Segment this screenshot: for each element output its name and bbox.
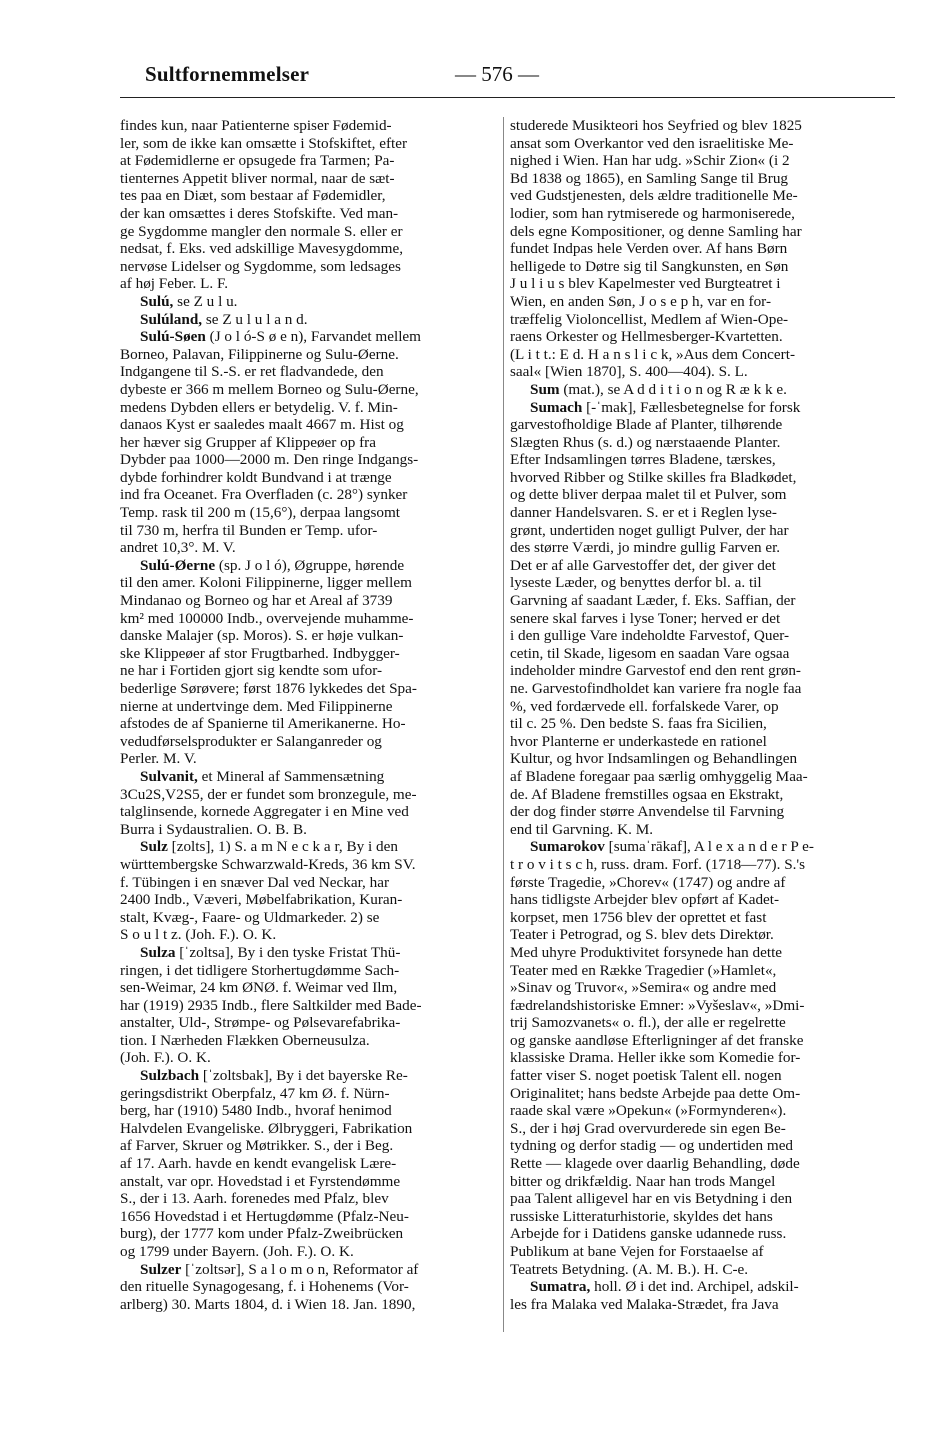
text-line	[510, 821, 888, 839]
entry-headword-line	[120, 293, 498, 311]
line-text: fatter viser S. noget poetisk Talent ell. nogen	[510, 1067, 782, 1085]
text-line	[510, 662, 888, 680]
line-text: ind fra Oceanet. Fra Overfladen (c. 28°) synker	[120, 486, 408, 504]
line-text: og ganske aandløse Efterligninger af det franske	[510, 1031, 804, 1049]
text-line	[120, 135, 498, 153]
text-line	[120, 275, 498, 293]
line-text: württembergske Schwarzwald-Kreds, 36 km SV.	[120, 855, 416, 873]
text-line	[120, 1278, 498, 1296]
text-line	[510, 1014, 888, 1032]
text-line	[510, 346, 888, 364]
text-line	[510, 891, 888, 909]
text-line	[120, 1049, 498, 1067]
line-text: km² med 100000 Indb., overvejende muhamme-	[120, 609, 414, 627]
text-line	[510, 205, 888, 223]
line-text: anstalt, var opr. Hovedstad i et Fyrstendømme	[120, 1172, 401, 1190]
line-text: saal« [Wien 1870], S. 400—404). S. L.	[510, 363, 748, 381]
text-line	[510, 645, 888, 663]
text-line	[510, 1243, 888, 1261]
line-text: lyseste Læder, og benyttes derfor bl. a. til	[510, 574, 762, 592]
text-line	[510, 469, 888, 487]
line-text: sen-Weimar, 24 km ØNØ. f. Weimar ved Ilm,	[120, 979, 398, 997]
text-line	[510, 1102, 888, 1120]
text-line	[510, 1137, 888, 1155]
line-text: tydning og derfor stadig — og undertiden med	[510, 1137, 794, 1155]
text-line	[510, 627, 888, 645]
entry-headword-line	[120, 311, 498, 329]
text-line	[510, 979, 888, 997]
line-text: tienternes Appetit bliver normal, naar de sæt-	[120, 169, 395, 187]
text-line	[120, 363, 498, 381]
line-text: trij Samozvanets« o. fl.), der alle er regelrette	[510, 1014, 786, 1032]
line-text: Garvning af saadant Læder, f. Eks. Saffian, der	[510, 592, 796, 610]
line-text: raade skal være »Opekun« (»Formynderen«).	[510, 1102, 787, 1120]
line-text: dybeste er 366 m mellem Borneo og Sulu-Øerne,	[120, 380, 419, 398]
entry-headword-line	[510, 381, 888, 399]
line-text: Det er af alle Garvestoffer det, der giver det	[510, 556, 776, 574]
text-line	[510, 328, 888, 346]
line-text: Halvdelen Evangeliske. Ølbryggeri, Fabrikation	[120, 1119, 413, 1137]
text-line	[510, 363, 888, 381]
line-text: Borneo, Palavan, Filippinerne og Sulu-Øerne.	[120, 345, 399, 363]
text-line	[510, 1085, 888, 1103]
line-text: (mat.), se A d d i t i o n og R æ k k e.	[559, 380, 787, 398]
line-text: ge Sygdomme mangler den normale S. eller er	[120, 222, 403, 240]
text-line	[510, 874, 888, 892]
line-text: [ˈzoltsa], By i den tyske Fristat Thü-	[175, 943, 401, 961]
line-text: klassiske Drama. Heller ikke som Komedie for-	[510, 1049, 801, 1067]
line-text: danske Malajer (sp. Moros). S. er høje vulkan-	[120, 627, 404, 645]
line-text: nierne at undertvinge dem. Med Filippinerne	[120, 697, 393, 715]
entry-headword: Sumarokov	[530, 838, 605, 856]
line-text: medens Dybden ellers er betydelig. V. f. Min-	[120, 398, 398, 416]
text-line	[510, 293, 888, 311]
line-text: Arbejde for i Datidens ganske udannede russ.	[510, 1225, 787, 1243]
column-divider	[503, 117, 504, 1332]
entry-headword: Sulú-Øerne	[140, 556, 216, 574]
text-line	[510, 1155, 888, 1173]
entry-headword-line	[120, 768, 498, 786]
text-line	[510, 451, 888, 469]
text-line	[120, 381, 498, 399]
text-line	[120, 891, 498, 909]
entry-headword: Sulvanit,	[140, 767, 198, 785]
line-text: talglinsende, kornede Aggregater i en Mine ved	[120, 803, 409, 821]
text-line	[120, 469, 498, 487]
entry-headword: Sulzer	[140, 1260, 182, 1278]
line-text: Kultur, og hvor Indsamlingen og Behandlingen	[510, 750, 798, 768]
text-line	[510, 574, 888, 592]
line-text: Efter Indsamlingen tørres Bladene, tærskes,	[510, 451, 776, 469]
text-line	[510, 117, 888, 135]
entry-headword-line	[120, 1261, 498, 1279]
line-text: første Tragedie, »Chorev« (1747) og andre af	[510, 873, 786, 891]
text-line	[120, 486, 498, 504]
text-line	[510, 504, 888, 522]
page-number: — 576 —	[455, 62, 539, 86]
line-text: fædrelandshistoriske Emner: »Vyšeslav«, »Dmi-	[510, 996, 805, 1014]
line-text: til c. 25 %. Den bedste S. faas fra Sicilien,	[510, 715, 767, 733]
line-text: S., der i høj Grad overvurderede sin egen Be-	[510, 1119, 786, 1137]
line-text: [zolts], 1) S. a m N e c k a r, By i den	[167, 838, 398, 856]
line-text: 2400 Indb., Væveri, Møbelfabrikation, Kuran-	[120, 891, 403, 909]
text-line	[510, 962, 888, 980]
line-text: hans tidligste Arbejder blev opført af Kadet-	[510, 891, 780, 909]
line-text: senere skal farves i lyse Toner; herved er det	[510, 609, 781, 627]
text-line	[120, 434, 498, 452]
line-text: Dybder paa 1000—2000 m. Den ringe Indgangs-	[120, 451, 419, 469]
text-line	[510, 786, 888, 804]
text-line	[120, 117, 498, 135]
text-line	[120, 258, 498, 276]
text-line	[120, 504, 498, 522]
text-line	[510, 135, 888, 153]
line-text: har (1919) 2935 Indb., flere Saltkilder med Bade-	[120, 996, 422, 1014]
line-text: Rette — klagede over daarlig Behandling, døde	[510, 1155, 800, 1173]
line-text: 1656 Hovedstad i et Hertugdømme (Pfalz-Neu-	[120, 1207, 409, 1225]
line-text: hvor Planterne er underkastede en rationel	[510, 732, 767, 750]
text-line	[510, 258, 888, 276]
line-text: S o u l t z. (Joh. F.). O. K.	[120, 926, 277, 944]
line-text: Perler. M. V.	[120, 750, 197, 768]
text-line	[510, 275, 888, 293]
line-text: [ˈzoltsər], S a l o m o n, Reformator af	[181, 1260, 419, 1278]
text-line	[510, 1173, 888, 1191]
line-text: et Mineral af Sammensætning	[197, 767, 385, 785]
entry-headword-line	[510, 1278, 888, 1296]
line-text: i den gullige Vare indeholdte Farvestof, Quer-	[510, 627, 790, 645]
page-header	[145, 62, 790, 92]
text-line	[120, 1208, 498, 1226]
text-line	[120, 1032, 498, 1050]
line-text: geringsdistrikt Oberpfalz, 47 km Ø. f. Nürn-	[120, 1084, 390, 1102]
text-line	[510, 1049, 888, 1067]
line-text: arlberg) 30. Marts 1804, d. i Wien 18. Jan. 1890,	[120, 1295, 416, 1313]
line-text: korpset, men 1756 blev der oprettet et fast	[510, 908, 767, 926]
text-line	[120, 1102, 498, 1120]
line-text: des større Værdi, jo mindre gullig Farven er.	[510, 539, 781, 557]
line-text: 3Cu2S,V2S5, der er fundet som bronzegule, me-	[120, 785, 417, 803]
text-line	[120, 733, 498, 751]
line-text: træffelig Violoncellist, Medlem af Wien-Ope-	[510, 310, 789, 328]
text-line	[510, 486, 888, 504]
text-line	[120, 926, 498, 944]
text-line	[120, 680, 498, 698]
text-line	[510, 434, 888, 452]
line-text: Teater i Petrograd, og S. blev dets Direktør.	[510, 926, 774, 944]
line-text: Publikum at bane Vejen for Forstaaelse af	[510, 1243, 764, 1260]
line-text: raens Orkester og Hellmesberger-Kvartetten.	[510, 328, 783, 346]
line-text: burg), der 1777 kom under Pfalz-Zweibrücken	[120, 1225, 404, 1243]
text-line	[510, 1296, 888, 1314]
text-line	[120, 645, 498, 663]
text-line	[510, 187, 888, 205]
text-line	[510, 416, 888, 434]
text-line	[120, 451, 498, 469]
line-text: Teatrets Betydning. (A. M. B.). H. C-e.	[510, 1260, 749, 1278]
line-text: ne har i Fortiden gjort sig kendte som ufor-	[120, 662, 383, 680]
entry-headword-line	[510, 838, 888, 856]
text-line	[510, 715, 888, 733]
line-text: danner Handelsvaren. S. er et i Reglen lyse-	[510, 504, 777, 522]
text-line	[120, 627, 498, 645]
running-head-title: Sultfornemmelser	[145, 62, 310, 86]
line-text: f. Tübingen i en snæver Dal ved Neckar, har	[120, 873, 390, 891]
text-line	[120, 170, 498, 188]
text-line	[120, 997, 498, 1015]
line-text: findes kun, naar Patienterne spiser Fødemid-	[120, 117, 392, 134]
line-text: end til Garvning. K. M.	[510, 820, 653, 838]
line-text: og 1799 under Bayern. (Joh. F.). O. K.	[120, 1243, 354, 1260]
text-line	[120, 1085, 498, 1103]
line-text: danaos Kyst er saaledes maalt 4667 m. Hist og	[120, 416, 404, 434]
line-text: cetin, til Skade, ligesom en saadan Vare ogsaa	[510, 644, 790, 662]
line-text: t r o v i t s c h, russ. dram. Forf. (1718—77). S.'s	[510, 855, 806, 873]
text-line	[120, 574, 498, 592]
line-text: bitter og drikfældig. Naar han trods Mangel	[510, 1172, 776, 1190]
line-text: nervøse Lidelser og Sygdomme, som ledsages	[120, 257, 401, 275]
line-text: dels egne Kompositioner, og denne Samling har	[510, 222, 802, 240]
line-text: at Fødemidlerne er opsugede fra Tarmen; Pa-	[120, 152, 395, 170]
text-line	[120, 522, 498, 540]
line-text: S., der i 13. Aarh. forenedes med Pfalz, blev	[120, 1190, 389, 1208]
text-line	[510, 223, 888, 241]
line-text: (J o l ó-S ø e n), Farvandet mellem	[205, 328, 421, 346]
text-line	[120, 610, 498, 628]
text-line	[510, 1032, 888, 1050]
entry-headword: Sulza	[140, 943, 176, 961]
text-line	[120, 1120, 498, 1138]
text-line	[120, 715, 498, 733]
line-text: studerede Musikteori hos Seyfried og blev 1825	[510, 117, 802, 134]
text-line	[510, 522, 888, 540]
entry-headword-line	[120, 838, 498, 856]
line-text: %, ved fordærvede ell. forfalskede Varer, op	[510, 697, 779, 715]
line-text: afstodes de af Spanierne til Amerikanerne. Ho-	[120, 715, 406, 733]
entry-headword: Sulz	[140, 838, 168, 856]
text-line	[510, 1225, 888, 1243]
text-line	[120, 187, 498, 205]
text-line	[510, 768, 888, 786]
line-text: les fra Malaka ved Malaka-Strædet, fra Java	[510, 1295, 779, 1313]
line-text: garvestofholdige Blade af Planter, tilhørende	[510, 416, 783, 434]
line-text: Slægten Rhus (s. d.) og nærstaaende Planter.	[510, 433, 781, 451]
line-text: russiske Litteraturhistorie, skyldes det hans	[510, 1207, 773, 1225]
line-text: tion. I Nærheden Flækken Oberneusulza.	[120, 1031, 370, 1049]
line-text: nedsat, f. Eks. ved adskillige Mavesygdomme,	[120, 240, 404, 258]
text-line	[510, 170, 888, 188]
text-line	[120, 874, 498, 892]
text-line	[510, 1067, 888, 1085]
line-text: Wien, en anden Søn, J o s e p h, var en for-	[510, 292, 771, 310]
line-text: (sp. J o l ó), Øgruppe, hørende	[215, 556, 405, 574]
entry-headword: Sumach	[530, 398, 583, 416]
header-rule	[120, 97, 895, 98]
line-text: grønt, undertiden noget gulligt Pulver, der har	[510, 521, 789, 539]
text-line	[510, 997, 888, 1015]
text-line	[120, 399, 498, 417]
entry-headword: Sum	[530, 380, 560, 398]
text-line	[120, 909, 498, 927]
text-line	[120, 1173, 498, 1191]
text-line	[510, 909, 888, 927]
line-text: paa Talent alligevel har en vis Betydning i den	[510, 1190, 793, 1208]
text-line	[510, 803, 888, 821]
entry-headword: Sulú,	[140, 292, 174, 310]
line-text: se Z u l u l a n d.	[202, 310, 308, 328]
line-text: Mindanao og Borneo og har et Areal af 3739	[120, 592, 393, 610]
line-text: ved Gudstjenesten, dels ældre traditionelle Me-	[510, 187, 798, 205]
text-line	[120, 1155, 498, 1173]
text-line	[510, 311, 888, 329]
right-column	[510, 117, 888, 1313]
line-text: stalt, Kvæg-, Faare- og Uldmarkeder. 2) se	[120, 908, 380, 926]
text-line	[120, 750, 498, 768]
entry-headword: Sulú-Søen	[140, 328, 206, 346]
entry-headword-line	[120, 328, 498, 346]
text-line	[510, 1208, 888, 1226]
text-line	[510, 240, 888, 258]
line-text: der dog finder større Anvendelse til Farvning	[510, 803, 785, 821]
line-text: vedudførselsprodukter er Salanganreder og	[120, 732, 382, 750]
text-line	[510, 539, 888, 557]
text-line	[510, 944, 888, 962]
text-line	[510, 1120, 888, 1138]
line-text: Temp. rask til 200 m (15,6°), derpaa langsomt	[120, 504, 401, 522]
entry-headword-line	[510, 399, 888, 417]
text-line	[510, 1261, 888, 1279]
text-line	[120, 698, 498, 716]
text-line	[510, 152, 888, 170]
text-line	[120, 592, 498, 610]
line-text: den rituelle Synagogesang, f. i Hohenems (Vor-	[120, 1278, 409, 1296]
text-line	[120, 205, 498, 223]
line-text: dybde forhindrer koldt Bundvand i at trænge	[120, 468, 392, 486]
text-line	[120, 1190, 498, 1208]
line-text: indeholder mindre Garvestof end den rent grøn-	[510, 662, 801, 680]
line-text: J u l i u s blev Kapelmester ved Burgteatret i	[510, 275, 781, 293]
text-line	[120, 662, 498, 680]
line-text: ringen, i det tidligere Storhertugdømme Sach-	[120, 961, 400, 979]
line-text: [ˈzoltsbak], By i det bayerske Re-	[199, 1067, 408, 1085]
line-text: af høj Feber. L. F.	[120, 275, 229, 293]
text-line	[120, 539, 498, 557]
line-text: berg, har (1910) 5480 Indb., hvoraf henimod	[120, 1102, 392, 1120]
line-text: der kan omsættes i deres Stofskifte. Ved man-	[120, 204, 399, 222]
entry-headword: Sumatra,	[530, 1278, 591, 1296]
text-line	[120, 1225, 498, 1243]
line-text: ler, som de ikke kan omsætte i Stofskiftet, efter	[120, 134, 408, 152]
line-text: (L i t t.: E d. H a n s l i c k, »Aus dem Concert-	[510, 345, 795, 363]
text-line	[510, 698, 888, 716]
line-text: lodier, som han rytmiserede og harmoniserede,	[510, 204, 795, 222]
text-line	[120, 1014, 498, 1032]
text-line	[120, 786, 498, 804]
line-text: af Farver, Skruer og Møtrikker. S., der i Beg.	[120, 1137, 394, 1155]
line-text: nighed i Wien. Han har udg. »Schir Zion« (i 2	[510, 152, 790, 170]
line-text: [sumaˈrākaf], A l e x a n d e r P e-	[604, 838, 814, 856]
line-text: af 17. Aarh. havde en kendt evangelisk Lære-	[120, 1155, 397, 1173]
text-line	[510, 557, 888, 575]
line-text: Teater med en Række Tragedier (»Hamlet«,	[510, 961, 777, 979]
text-line	[120, 856, 498, 874]
line-text: andret 10,3°. M. V.	[120, 539, 236, 557]
left-column	[120, 117, 498, 1313]
line-text: Originalitet; hans bedste Arbejde paa dette Om-	[510, 1084, 801, 1102]
line-text: ske Klippeøer af stor Frugtbarhed. Indbygger-	[120, 644, 400, 662]
text-line	[120, 416, 498, 434]
text-line	[120, 346, 498, 364]
line-text: tes paa en Diæt, som bestaar af Fødemidler,	[120, 187, 386, 205]
line-text: Bd 1838 og 1865), en Samling Sange til Brug	[510, 169, 789, 187]
text-line	[510, 680, 888, 698]
line-text: [-ˈmak], Fællesbetegnelse for forsk	[582, 398, 801, 416]
text-line	[120, 223, 498, 241]
line-text: Med uhyre Produktivitet forsynede han dette	[510, 943, 783, 961]
line-text: til 730 m, herfra til Bunden er Temp. ufor-	[120, 521, 378, 539]
text-line	[510, 926, 888, 944]
line-text: holl. Ø i det ind. Archipel, adskil-	[590, 1278, 799, 1296]
text-line	[120, 821, 498, 839]
text-line	[510, 592, 888, 610]
line-text: Indgangene til S.-S. er ret fladvandede, den	[120, 363, 384, 381]
entry-headword: Sulzbach	[140, 1067, 200, 1085]
line-text: hvorved Ribber og Stilke skilles fra Bladkødet,	[510, 468, 797, 486]
line-text: se Z u l u.	[173, 292, 238, 310]
text-line	[120, 1296, 498, 1314]
line-text: her hæver sig Grupper af Klippeøer op fra	[120, 433, 376, 451]
line-text: af Bladene foregaar paa særlig omhyggelig Maa-	[510, 767, 808, 785]
line-text: de. Af Bladene fremstilles ogsaa en Ekstrakt,	[510, 785, 784, 803]
entry-headword-line	[120, 944, 498, 962]
text-line	[510, 856, 888, 874]
text-line	[120, 152, 498, 170]
text-line	[510, 610, 888, 628]
line-text: ansat som Overkantor ved den israelitiske Me-	[510, 134, 794, 152]
text-line	[510, 733, 888, 751]
line-text: helligede to Døtre sig til Sangkunsten, en Søn	[510, 257, 789, 275]
line-text: (Joh. F.). O. K.	[120, 1049, 211, 1067]
line-text: til den amer. Koloni Filippinerne, ligger mellem	[120, 574, 412, 592]
line-text: ne. Garvestofindholdet kan variere fra nogle faa	[510, 680, 802, 697]
text-line	[120, 979, 498, 997]
text-line	[120, 803, 498, 821]
line-text: Burra i Sydaustralien. O. B. B.	[120, 820, 307, 838]
text-line	[120, 1137, 498, 1155]
line-text: og dette bliver derpaa malet til et Pulver, som	[510, 486, 787, 504]
entry-headword-line	[120, 1067, 498, 1085]
text-line	[120, 1243, 498, 1261]
text-line	[120, 240, 498, 258]
text-line	[120, 962, 498, 980]
text-line	[510, 1190, 888, 1208]
line-text: »Sinav og Truvor«, »Semira« og andre med	[510, 979, 777, 997]
line-text: anstalter, Uld-, Strømpe- og Pølsevarefabrika-	[120, 1014, 401, 1032]
line-text: bederlige Sørøvere; først 1876 lykkedes det Spa-	[120, 680, 417, 697]
entry-headword: Sulúland,	[140, 310, 203, 328]
text-line	[510, 750, 888, 768]
entry-headword-line	[120, 557, 498, 575]
line-text: fundet Indpas hele Verden over. Af hans Børn	[510, 240, 788, 258]
